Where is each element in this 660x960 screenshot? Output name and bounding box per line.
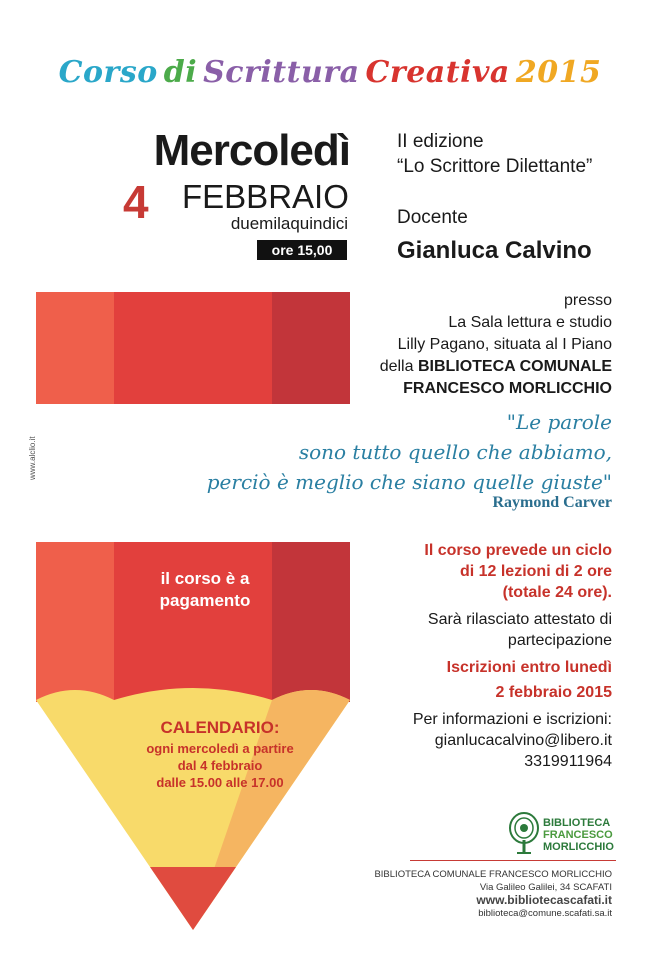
title-word: Scrittura <box>203 55 360 90</box>
edition-number: II edizione <box>397 131 484 152</box>
location-block: presso La Sala lettura e studio Lilly Pagano, situata al I Piano della BIBLIOTECA COMUNALE FRANCESCO MORLICCHIO <box>379 292 612 397</box>
calendar-details: ogni mercoledì a partire dal 4 febbraio dalle 15.00 alle 17.00 <box>146 741 294 790</box>
pencil-top-left-band <box>36 292 114 404</box>
title-word: Corso <box>58 55 158 90</box>
tree-logo-icon <box>508 812 540 856</box>
paid-course-note: il corso è a pagamento <box>159 569 251 610</box>
pencil-top-mid-band <box>114 292 272 404</box>
calendar-title: CALENDARIO: <box>160 718 280 737</box>
contact-phone: 3319911964 <box>524 753 612 770</box>
pencil-top-right-band <box>272 292 350 404</box>
footer-divider <box>410 860 616 861</box>
course-info: Il corso prevede un ciclo di 12 lezioni di 2 ore (totale 24 ore). Sarà rilasciato attestato di partecipazione Iscrizioni entro lunedì 2 febbraio 2015 Per informazioni e iscrizioni: gianlucacalvino@libero.it 3319911964 <box>352 540 612 772</box>
title-word: di <box>163 55 198 90</box>
date-weekday: Mercoledì <box>153 126 350 175</box>
edition-subtitle: “Lo Scrittore Dilettante” <box>397 156 593 177</box>
title-word: 2015 <box>515 55 602 90</box>
quote-author: Raymond Carver <box>492 494 612 511</box>
date-year-words: duemilaquindici <box>230 214 348 233</box>
library-logo-text: BIBLIOTECA FRANCESCO MORLICCHIO <box>543 817 614 853</box>
contact-email: gianlucacalvino@libero.it <box>434 732 612 749</box>
title-word: Creativa <box>365 55 510 90</box>
date-day-number: 4 <box>123 176 149 228</box>
date-month: FEBBRAIO <box>182 178 349 215</box>
pencil-body-mid-band <box>114 542 272 702</box>
pencil-body-left-band <box>36 542 114 702</box>
designer-credit: www.alclio.it <box>28 436 37 480</box>
footer-contacts: BIBLIOTECA COMUNALE FRANCESCO MORLICCHIO Via Galileo Galilei, 34 SCAFATI www.bibliotecascafati.it biblioteca@comune.scafati.sa.it <box>374 869 612 919</box>
teacher-label: Docente <box>397 207 468 228</box>
date-time-badge: ore 15,00 <box>257 240 347 260</box>
quote-text: "Le parole sono tutto quello che abbiamo, perciò è meglio che siano quelle giuste" <box>206 410 612 494</box>
footer-website[interactable]: www.bibliotecascafati.it <box>476 893 612 907</box>
pencil-lead <box>150 867 236 930</box>
teacher-name: Gianluca Calvino <box>397 237 592 264</box>
pencil-body-right-band <box>272 542 350 702</box>
footer-email[interactable]: biblioteca@comune.scafati.sa.it <box>478 908 612 919</box>
